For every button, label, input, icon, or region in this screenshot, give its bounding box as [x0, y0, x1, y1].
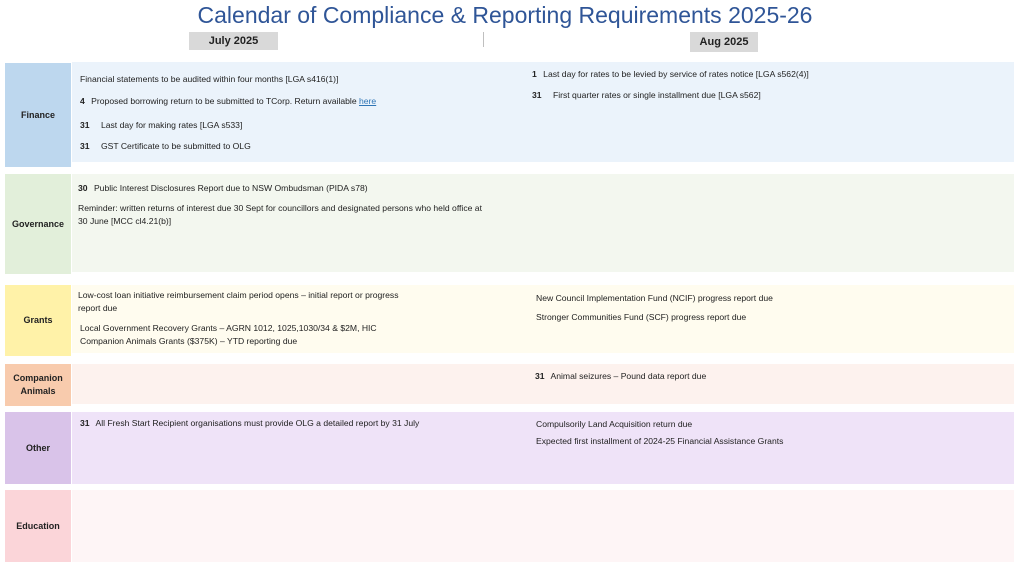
item-text: Animal seizures – Pound data report due	[550, 371, 707, 381]
finance-aug-item-2	[532, 89, 1002, 102]
grants-jul-item-2	[80, 322, 420, 348]
month-header-august: Aug 2025	[690, 32, 758, 52]
item-day: 4	[80, 96, 85, 106]
other-jul-item-1	[80, 417, 520, 430]
item-text: Low-cost loan initiative reimbursement claim period opens – initial report or progress report due	[78, 290, 399, 313]
grants-jul-item-1	[78, 289, 418, 315]
item-day: 31	[80, 141, 90, 151]
grants-aug-item-1	[536, 292, 1006, 305]
finance-jul-item-2	[80, 95, 480, 108]
item-day: 31	[80, 120, 90, 130]
grants-aug-item-2	[536, 311, 1006, 324]
category-governance: Governance	[5, 174, 71, 274]
item-text: Last day for rates to be levied by service of rates notice [LGA s562(4)]	[543, 69, 809, 79]
finance-aug-item-1	[532, 68, 1002, 81]
item-day: 1	[532, 69, 537, 79]
item-text: All Fresh Start Recipient organisations must provide OLG a detailed report by 31 July	[95, 418, 420, 428]
governance-jul-item-2	[78, 202, 483, 228]
header-divider	[483, 32, 484, 47]
item-day: 30	[78, 183, 88, 193]
finance-jul-item-3	[80, 119, 480, 132]
category-other: Other	[5, 412, 71, 484]
item-text: Proposed borrowing return to be submitted to TCorp. Return available	[91, 96, 359, 106]
item-day: 31	[80, 418, 90, 428]
education-row	[72, 490, 1014, 562]
item-text: Last day for making rates [LGA s533]	[100, 120, 243, 130]
item-day: 31	[535, 371, 545, 381]
item-text: Expected first installment of 2024-25 Financial Assistance Grants	[536, 436, 784, 446]
governance-jul-item-1	[78, 182, 498, 195]
companion-aug-item-1	[535, 370, 1005, 383]
other-aug-item-1	[536, 418, 1006, 431]
item-text: Local Government Recovery Grants – AGRN 1012, 1025,1030/34 & $2M, HIC Companion Animals Grants ($375K) – YTD reporting due	[80, 323, 377, 346]
page-title: Calendar of Compliance & Reporting Requirements 2025-26	[197, 2, 813, 28]
item-text: New Council Implementation Fund (NCIF) progress report due	[536, 293, 773, 303]
item-text: Public Interest Disclosures Report due to NSW Ombudsman (PIDA s78)	[93, 183, 368, 193]
item-text: Stronger Communities Fund (SCF) progress report due	[536, 312, 747, 322]
item-text: Compulsorily Land Acquisition return due	[536, 419, 693, 429]
category-companion-animals: Companion Animals	[5, 364, 71, 406]
item-text: GST Certificate to be submitted to OLG	[100, 141, 251, 151]
other-aug-item-2	[536, 435, 1006, 448]
finance-jul-item-1	[80, 73, 480, 86]
category-grants: Grants	[5, 285, 71, 356]
item-text: Reminder: written returns of interest due 30 Sept for councillors and designated persons who held office at 30 June [MCC cl4.21(b)]	[78, 203, 482, 226]
finance-jul-item-4	[80, 140, 480, 153]
item-text: Financial statements to be audited within four months [LGA s416(1)]	[80, 74, 339, 84]
category-finance: Finance	[5, 63, 71, 167]
return-link[interactable]: here	[359, 96, 377, 106]
category-education: Education	[5, 490, 71, 562]
item-text: First quarter rates or single installment due [LGA s562]	[552, 90, 761, 100]
month-header-july: July 2025	[189, 32, 278, 50]
item-day: 31	[532, 90, 542, 100]
